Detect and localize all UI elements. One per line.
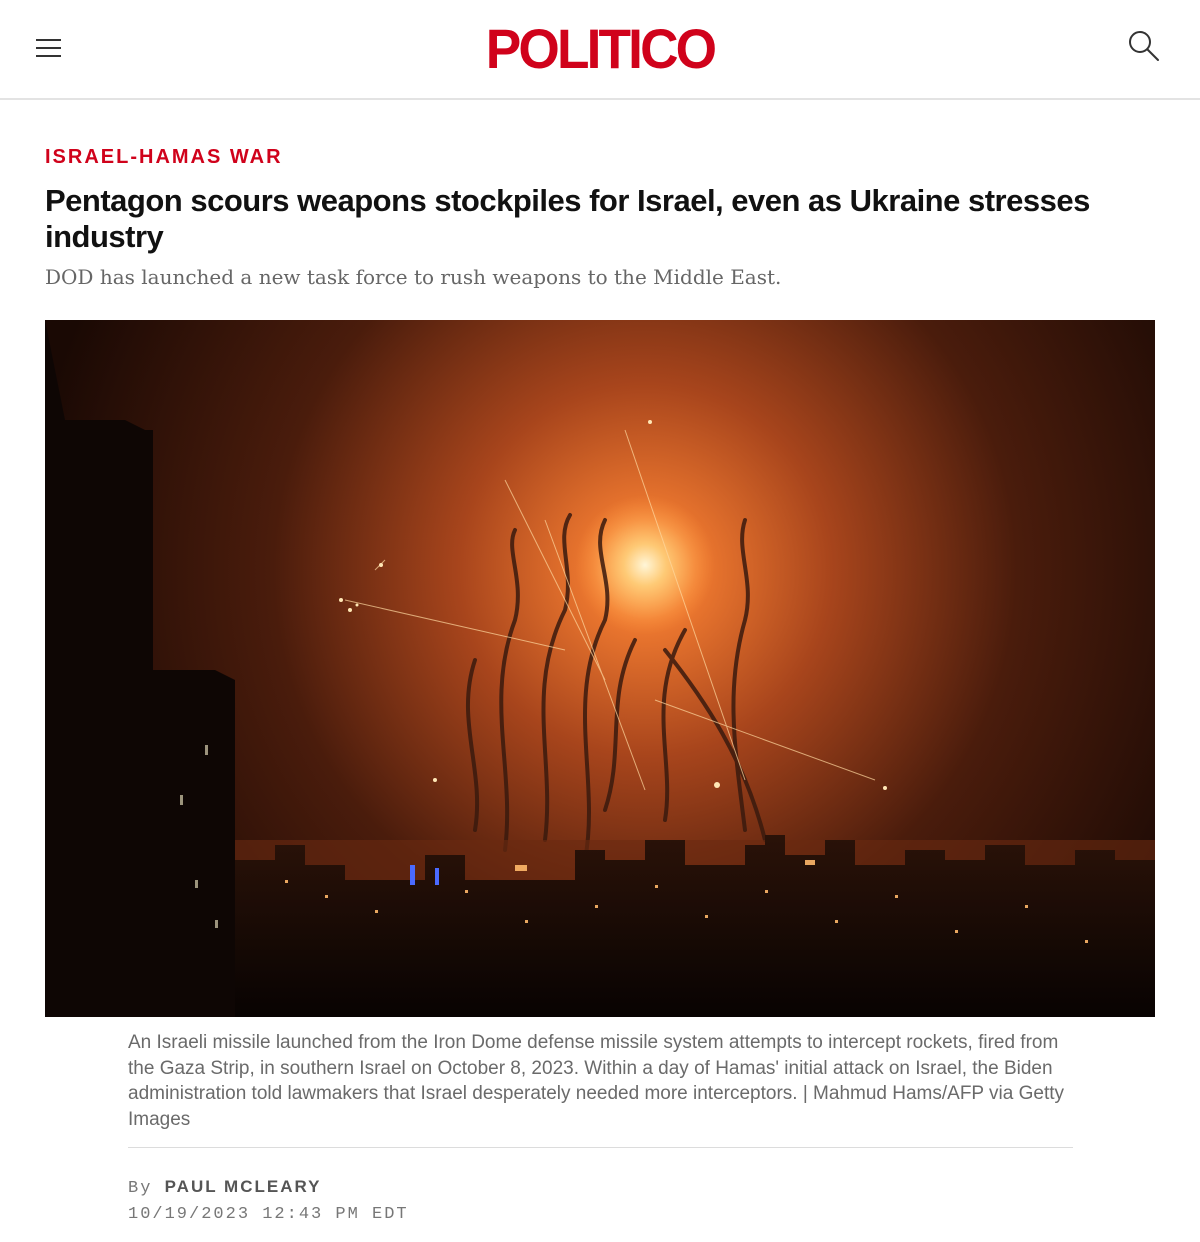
search-icon[interactable] — [1128, 30, 1160, 62]
section-kicker[interactable]: ISRAEL-HAMAS WAR — [45, 146, 283, 168]
author-link[interactable]: PAUL MCLEARY — [164, 1177, 322, 1196]
site-header — [0, 0, 1200, 100]
article-headline: Pentagon scours weapons stockpiles for Israel, even as Ukraine stresses industry — [45, 183, 1090, 254]
hamburger-menu-icon[interactable] — [36, 36, 62, 60]
photo-caption: An Israeli missile launched from the Iron Dome defense missile system attempts to intercept rockets, fired from the Gaza Strip, in southern Israel on October 8, 2023. Within a day of Hamas' initial attack on Israel, the Biden administration told lawmakers that Israel desperately needed more interceptors. | Mahmud Hams/AFP via Getty Images — [128, 1032, 1065, 1130]
publish-timestamp: 10/19/2023 12:43 PM EDT — [128, 1205, 409, 1224]
byline — [128, 1177, 321, 1198]
lead-photo — [45, 320, 1155, 1017]
divider — [128, 1147, 1073, 1148]
politico-logo[interactable]: POLITICO — [485, 17, 715, 80]
byline-prefix: By — [128, 1179, 153, 1198]
article-dek: DOD has launched a new task force to rush weapons to the Middle East. — [45, 265, 782, 289]
